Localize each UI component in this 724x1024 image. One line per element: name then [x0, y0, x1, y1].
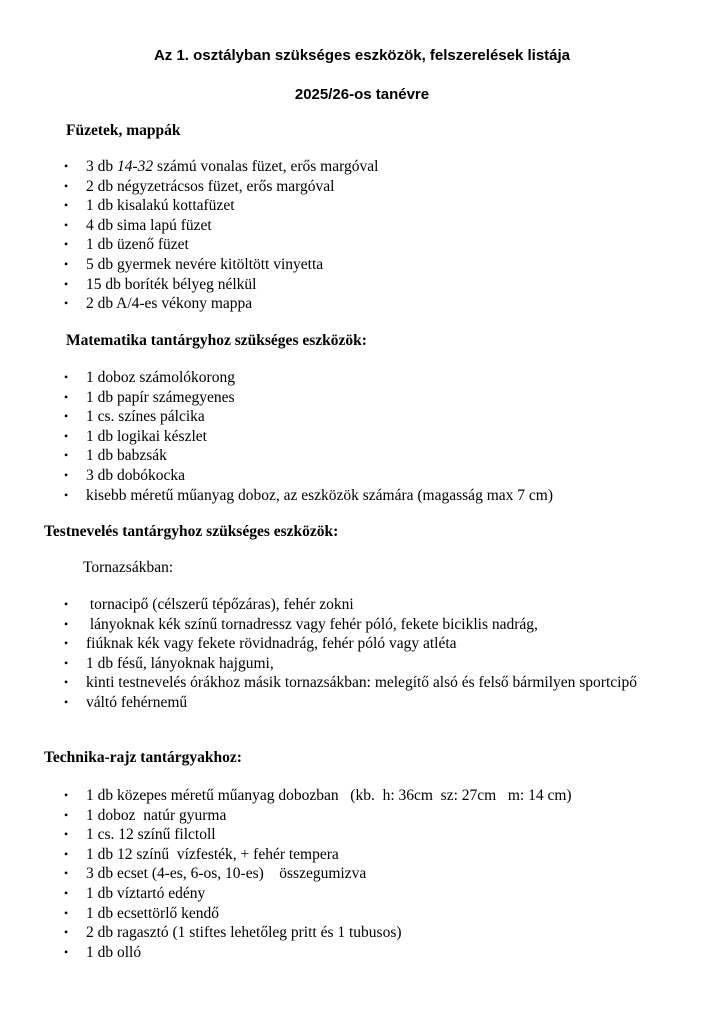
list-item: • 2 db A/4-es vékony mappa: [62, 294, 378, 314]
list-item: • 5 db gyermek nevére kitöltött vinyetta: [62, 255, 378, 275]
list-item: • 1 cs. színes pálcika: [62, 407, 553, 427]
list-item: • fiúknak kék vagy fekete rövidnadrág, fehér póló vagy atléta: [62, 634, 642, 654]
list-item: • 1 doboz számolókorong: [62, 368, 553, 388]
section-heading-notebooks: Füzetek, mappák: [66, 122, 181, 139]
list-item: • lányoknak kék színű tornadressz vagy fehér póló, fekete biciklis nadrág,: [62, 615, 642, 635]
list-item: • 3 db ecset (4-es, 6-os, 10-es) összegumizva: [62, 864, 572, 884]
list-item: • 1 db közepes méretű műanyag dobozban (kb. h: 36cm sz: 27cm m: 14 cm): [62, 786, 572, 806]
pe-list: [62, 595, 642, 713]
school-year-subtitle: 2025/26-os tanévre: [294, 86, 430, 103]
list-item: • kinti testnevelés órákhoz másik tornazsákban: melegítő alsó és felső bármilyen sportcipő: [62, 673, 642, 693]
list-item: • 1 db olló: [62, 943, 572, 963]
notebook-number: 14-32: [117, 158, 154, 175]
list-item: • kisebb méretű műanyag doboz, az eszközök számára (magasság max 7 cm): [62, 486, 553, 506]
list-item: • tornacipő (célszerű tépőzáras), fehér zokni: [62, 595, 642, 615]
list-item: • 1 db víztartó edény: [62, 884, 572, 904]
list-item: • 2 db ragasztó (1 stiftes lehetőleg pritt és 1 tubusos): [62, 923, 572, 943]
section-heading-math: Matematika tantárgyhoz szükséges eszközök:: [66, 332, 367, 349]
list-item: • 2 db négyzetrácsos füzet, erős margóval: [62, 177, 378, 197]
gym-bag-subheading: Tornazsákban:: [83, 559, 174, 576]
notebooks-list: [62, 157, 378, 314]
crafts-list: [62, 786, 572, 962]
list-item: • 3 db dobókocka: [62, 466, 553, 486]
list-item: • váltó fehérnemű: [62, 693, 642, 713]
list-item: • 15 db boríték bélyeg nélkül: [62, 275, 378, 295]
list-item: • 3 db 14-32 számú vonalas füzet, erős margóval: [62, 157, 378, 177]
list-item: • 1 db ecsettörlő kendő: [62, 904, 572, 924]
list-item: • 1 db babzsák: [62, 446, 553, 466]
list-item: • 1 db kisalakú kottafüzet: [62, 196, 378, 216]
list-item: • 1 db fésű, lányoknak hajgumi,: [62, 654, 642, 674]
list-item: • 1 db üzenő füzet: [62, 235, 378, 255]
list-item: • 1 db papír számegyenes: [62, 388, 553, 408]
section-heading-crafts: Technika-rajz tantárgyakhoz:: [44, 749, 242, 766]
document-title: Az 1. osztályban szükséges eszközök, felszerelések listája: [153, 47, 571, 64]
list-item: • 1 doboz natúr gyurma: [62, 806, 572, 826]
list-item: • 1 db 12 színű vízfesték, + fehér tempera: [62, 845, 572, 865]
list-item: • 4 db sima lapú füzet: [62, 216, 378, 236]
list-item: • 1 db logikai készlet: [62, 427, 553, 447]
list-item: • 1 cs. 12 színű filctoll: [62, 825, 572, 845]
math-list: [62, 368, 553, 505]
section-heading-pe: Testnevelés tantárgyhoz szükséges eszközök:: [44, 523, 339, 540]
